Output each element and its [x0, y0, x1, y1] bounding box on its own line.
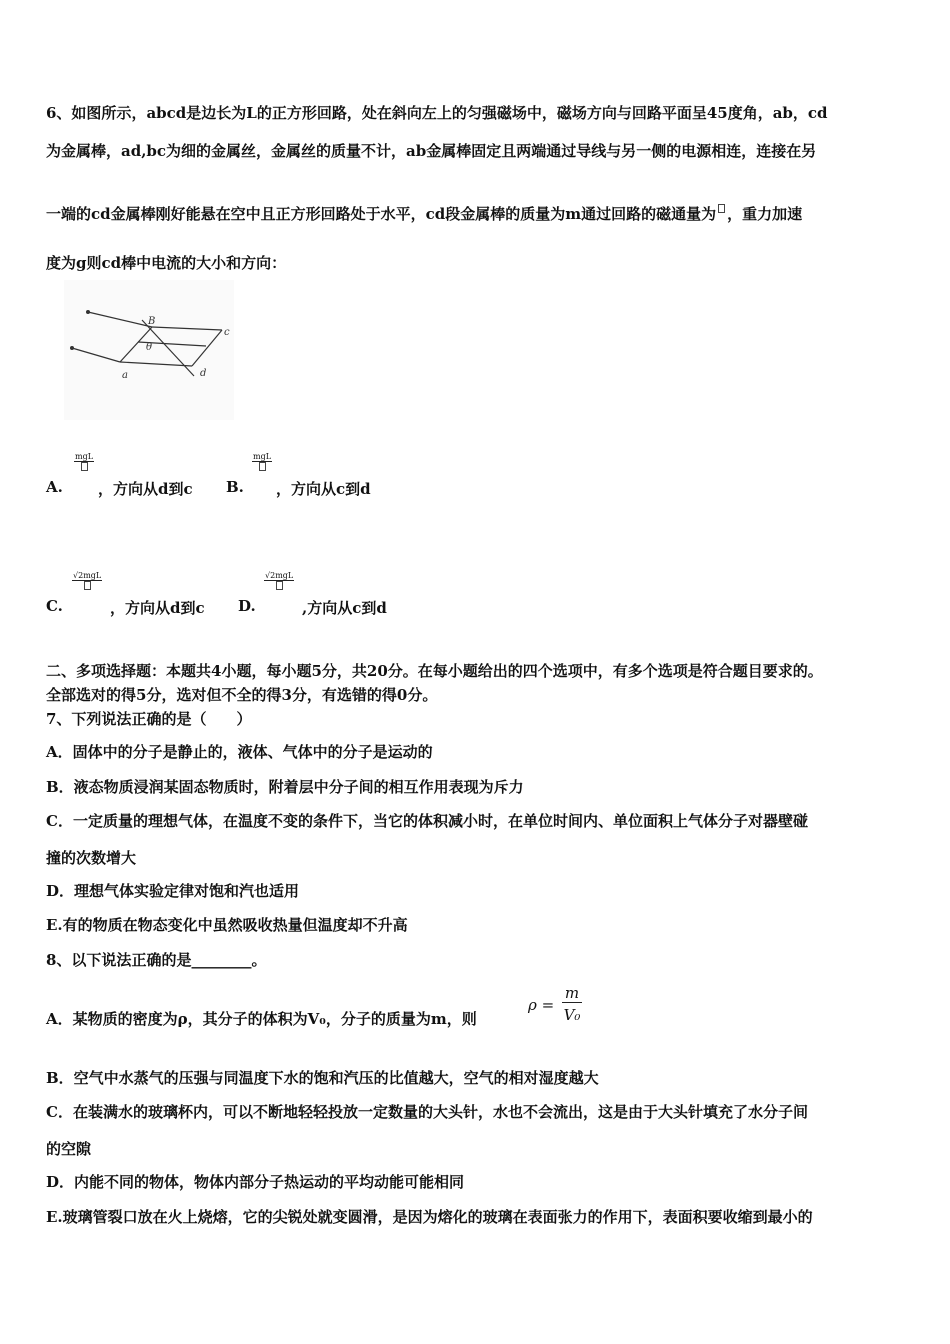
label-c: c [224, 327, 230, 338]
q6-stem-line-3 [46, 203, 802, 224]
q6-stem-line-4: 度为g则cd棒中电流的大小和方向： [46, 254, 287, 272]
circuit-figure [64, 280, 234, 420]
flux-symbol-placeholder [81, 462, 88, 471]
q7-option-E: E.有的物质在物态变化中虽然吸收热量但温度却不升高 [46, 916, 408, 934]
q8-option-C-line-1: C．在装满水的玻璃杯内，可以不断地轻轻投放一定数量的大头针，水也不会流出，这是由于大头针填充了水分子间 [46, 1103, 808, 1121]
q7-option-C-line-2: 撞的次数增大 [46, 849, 137, 867]
q8-option-D: D．内能不同的物体，物体内部分子热运动的平均动能可能相同 [46, 1173, 465, 1191]
q8-option-E: E.玻璃管裂口放在火上烧熔，它的尖锐处就变圆滑，是因为熔化的玻璃在表面张力的作用下，表面积要收缩到最小的 [46, 1208, 813, 1226]
label-a: a [122, 370, 128, 381]
q6-stem-line-3-tail: ，重力加速 [727, 205, 803, 223]
q6-stem-line-3-text: 一端的cd金属棒刚好能悬在空中且正方形回路处于水平，cd段金属棒的质量为m通过回路的磁通量为 [46, 205, 717, 223]
label-theta: θ [146, 342, 153, 353]
q6-option-C-numerator: √2mgL [73, 571, 102, 580]
flux-symbol-placeholder [259, 462, 266, 471]
q6-option-D-label: D. [238, 597, 256, 615]
flux-symbol-placeholder [276, 581, 283, 590]
q6-option-C-text: ，方向从d到c [110, 599, 205, 617]
q6-option-B-label: B. [226, 478, 244, 496]
label-d: d [200, 368, 207, 379]
q6-option-B-fraction [252, 452, 272, 473]
section2-heading-line-1: 二、多项选择题：本题共4小题，每小题5分，共20分。在每小题给出的四个选项中，有多个选项是符合题目要求的。 [46, 662, 823, 680]
label-B: B [148, 316, 156, 327]
q7-option-B: B．液态物质浸润某固态物质时，附着层中分子间的相互作用表现为斥力 [46, 778, 524, 796]
q8-option-A: A．某物质的密度为ρ，其分子的体积为V₀，分子的质量为m，则 [46, 1010, 477, 1028]
q6-option-B-numerator: mgL [253, 452, 272, 461]
flux-symbol-placeholder [718, 204, 725, 213]
q6-option-D-numerator: √2mgL [265, 571, 294, 580]
q6-option-C-fraction [72, 571, 102, 592]
section2-heading-line-2: 全部选对的得5分，选对但不全的得3分，有选错的得0分。 [46, 686, 438, 704]
q6-option-C-label: C. [46, 597, 63, 615]
q7-option-A: A．固体中的分子是静止的，液体、气体中的分子是运动的 [46, 743, 433, 761]
density-formula-numerator: m [562, 984, 582, 1003]
q8-stem: 8、以下说法正确的是________。 [46, 951, 267, 969]
q6-option-D-text: ,方向从c到d [302, 599, 387, 617]
q8-option-B: B．空气中水蒸气的压强与同温度下水的饱和汽压的比值越大，空气的相对湿度越大 [46, 1069, 599, 1087]
q6-option-B-text: ，方向从c到d [276, 480, 371, 498]
flux-symbol-placeholder [84, 581, 91, 590]
q6-option-A-numerator: mgL [75, 452, 94, 461]
q6-option-A-fraction [74, 452, 94, 473]
q7-stem: 7、下列说法正确的是（ ） [46, 710, 252, 728]
density-formula-denominator: V₀ [563, 1006, 581, 1024]
q7-option-C-line-1: C．一定质量的理想气体，在温度不变的条件下，当它的体积减小时，在单位时间内、单位面积上气体分子对器壁碰 [46, 812, 808, 830]
q6-stem-line-1: 6、如图所示，abcd是边长为L的正方形回路，处在斜向左上的匀强磁场中，磁场方向与回路平面呈45度角，ab，cd [46, 104, 828, 122]
q6-option-A-label: A. [46, 478, 63, 496]
density-formula-lhs: ρ = [528, 996, 555, 1014]
q6-option-D-fraction [264, 571, 294, 592]
q8-option-C-line-2: 的空隙 [46, 1140, 92, 1158]
q6-stem-line-2: 为金属棒，ad,bc为细的金属丝，金属丝的质量不计，ab金属棒固定且两端通过导线与另一侧的电源相连，连接在另 [46, 142, 817, 160]
q6-option-A-text: ，方向从d到c [98, 480, 193, 498]
q7-option-D: D．理想气体实验定律对饱和汽也适用 [46, 882, 300, 900]
